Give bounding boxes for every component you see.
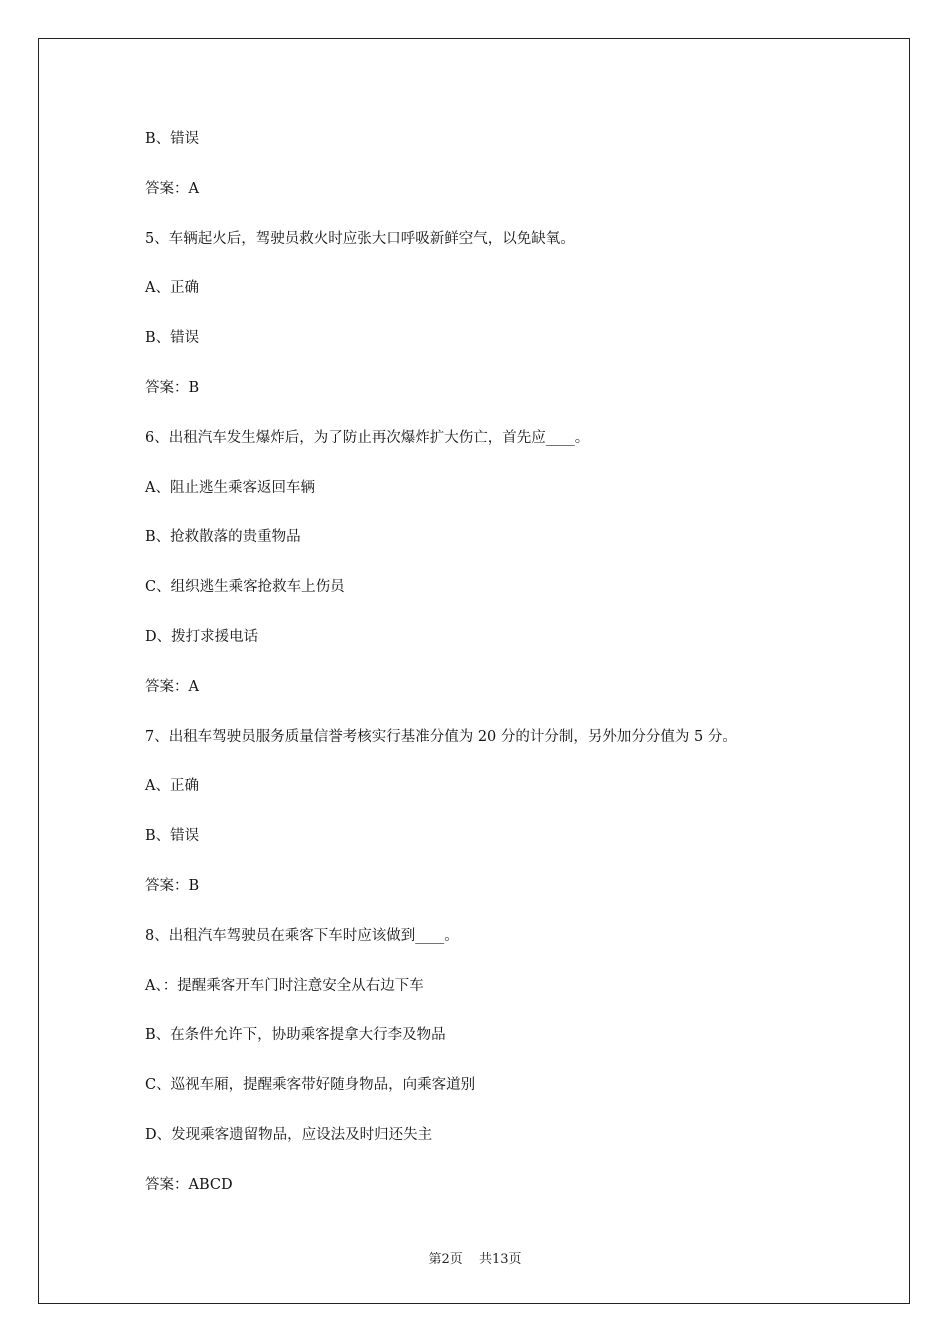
question-5: 5、车辆起火后，驾驶员救火时应张大口呼吸新鲜空气，以免缺氧。	[145, 230, 575, 247]
answer: 答案：B	[145, 379, 200, 396]
option-b: B、错误	[145, 330, 200, 347]
option-b: B、在条件允许下，协助乘客提拿大行李及物品	[145, 1027, 446, 1044]
question-8: 8、出租汽车驾驶员在乘客下车时应该做到____。	[145, 927, 459, 944]
option-a: A、：提醒乘客开车门时注意安全从右边下车	[145, 977, 424, 994]
page-footer	[0, 1248, 950, 1267]
answer: 答案：B	[145, 877, 200, 894]
option-c: C、巡视车厢，提醒乘客带好随身物品，向乘客道别	[145, 1077, 476, 1094]
option-b: B、错误	[145, 131, 200, 147]
option-d: D、发现乘客遗留物品，应设法及时归还失主	[145, 1126, 433, 1143]
answer: 答案：ABCD	[145, 1176, 233, 1193]
answer: 答案：A	[145, 678, 199, 695]
option-a: A、正确	[145, 280, 199, 297]
question-6: 6、出租汽车发生爆炸后，为了防止再次爆炸扩大伤亡，首先应____。	[145, 429, 590, 446]
option-b: B、错误	[145, 828, 200, 845]
page-number: 第2页	[428, 1252, 463, 1267]
question-7: 7、出租车驾驶员服务质量信誉考核实行基准分值为 20 分的计分制，另外加分分值为 5 分。	[145, 728, 737, 745]
document-body	[145, 127, 845, 1223]
page-total: 共13页	[478, 1252, 522, 1267]
answer: 答案：A	[145, 180, 199, 197]
option-a: A、正确	[145, 778, 199, 795]
option-b: B、抢救散落的贵重物品	[145, 529, 301, 546]
option-c: C、组织逃生乘客抢救车上伤员	[145, 579, 345, 596]
option-a: A、阻止逃生乘客返回车辆	[145, 479, 315, 496]
option-d: D、拨打求援电话	[145, 628, 259, 645]
